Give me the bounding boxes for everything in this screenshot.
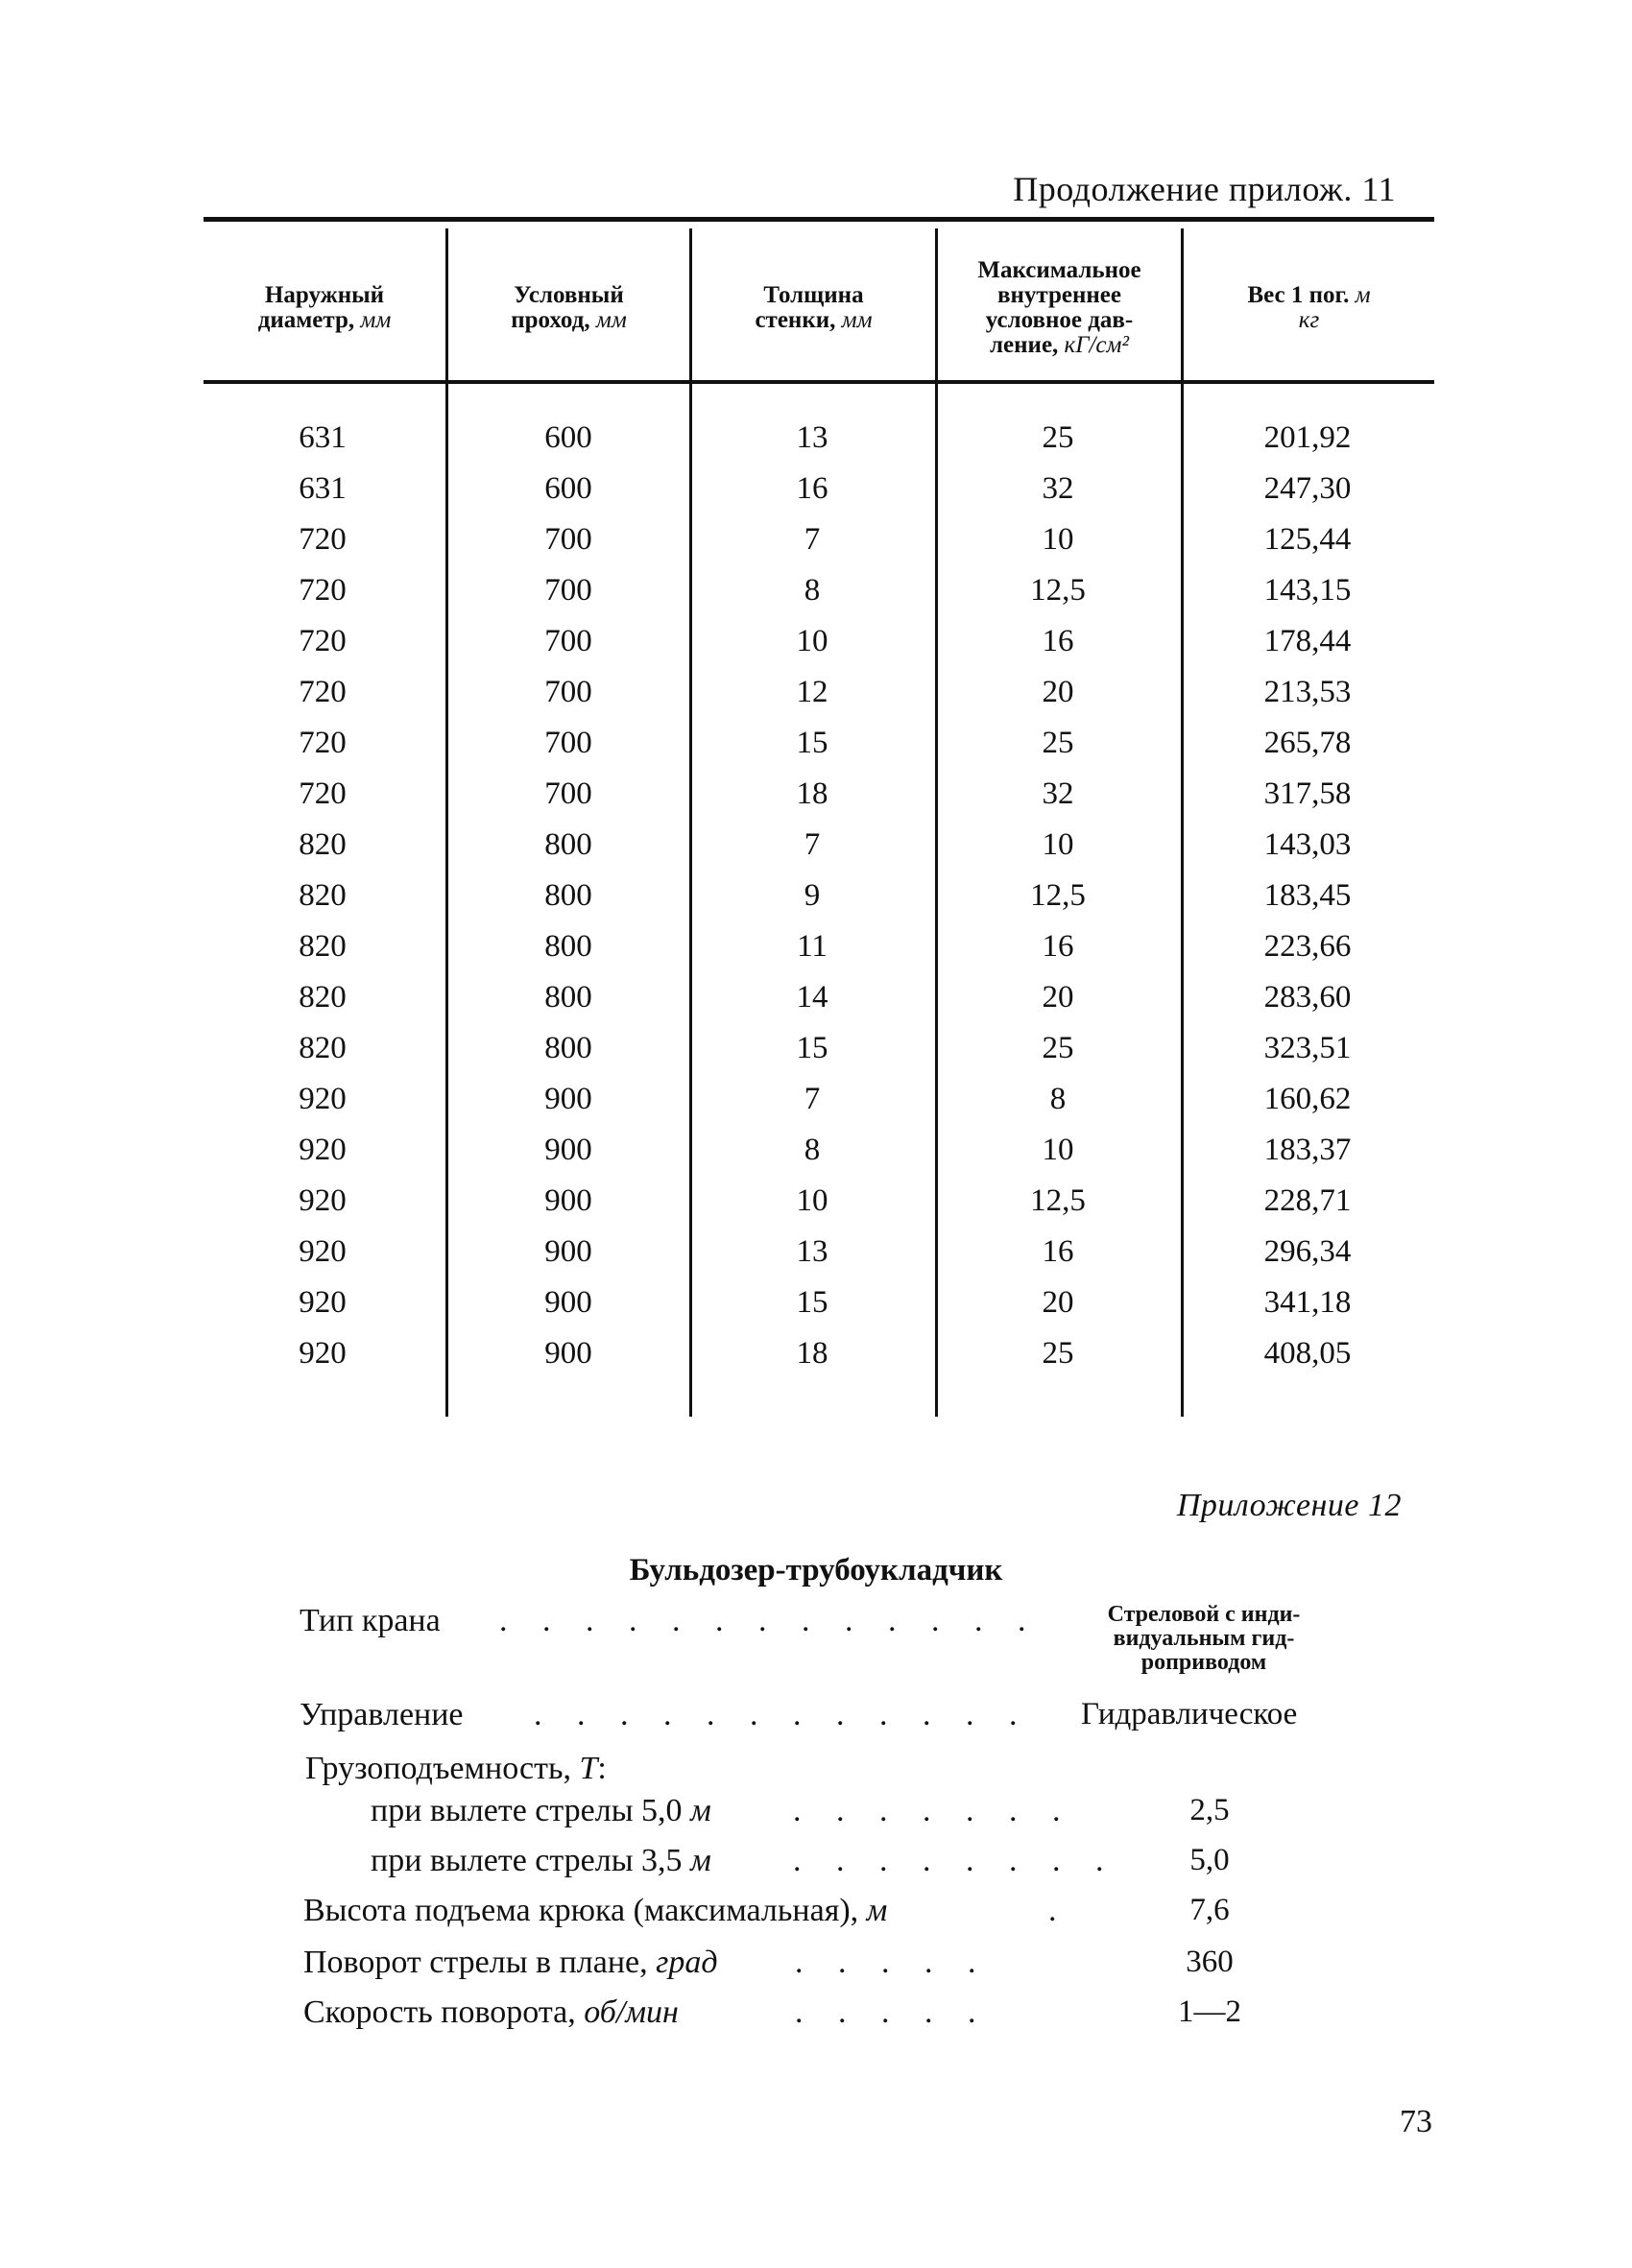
table-cell: 8 (804, 1133, 821, 1167)
dot-leader: . (1048, 1893, 1070, 1928)
dot-leader: . . . . . . . . . . . . . (499, 1603, 1040, 1638)
table-cell: 720 (299, 675, 347, 709)
table-cell: 143,03 (1263, 827, 1352, 862)
table-cell: 920 (299, 1133, 347, 1167)
table-cell: 700 (544, 624, 592, 658)
table-row (204, 980, 1434, 1031)
table-row (204, 1133, 1434, 1183)
table-cell: 16 (796, 471, 828, 506)
table-cell: 18 (796, 1336, 828, 1371)
header-outer-diameter: Наружный диаметр, мм (257, 282, 392, 333)
table-cell: 631 (299, 420, 347, 455)
table-cell: 920 (299, 1183, 347, 1218)
table-row (204, 522, 1434, 573)
table-cell: 25 (1042, 420, 1074, 455)
table-cell: 20 (1042, 980, 1074, 1015)
table-row (204, 675, 1434, 726)
table-cell: 143,15 (1263, 573, 1352, 608)
table-cell: 20 (1042, 675, 1074, 709)
table-cell: 15 (796, 1031, 828, 1065)
table-cell: 7 (804, 1082, 821, 1116)
table-cell: 160,62 (1263, 1082, 1352, 1116)
table-cell: 700 (544, 573, 592, 608)
spec-speed-value: 1—2 (1178, 1994, 1241, 2029)
page-number: 73 (1400, 2104, 1432, 2139)
table-row (204, 827, 1434, 878)
table-row (204, 929, 1434, 980)
table-cell: 920 (299, 1285, 347, 1320)
table-cell: 183,37 (1263, 1133, 1352, 1167)
table-cell: 25 (1042, 1336, 1074, 1371)
spec-hook-height-value: 7,6 (1189, 1893, 1230, 1927)
table-cell: 10 (1042, 522, 1074, 557)
dot-leader: . . . . . . . . (793, 1843, 1117, 1878)
table-cell: 600 (544, 420, 592, 455)
table-cell: 183,45 (1263, 878, 1352, 913)
table-cell: 7 (804, 827, 821, 862)
table-cell: 15 (796, 726, 828, 760)
table-cell: 720 (299, 726, 347, 760)
table-row (204, 878, 1434, 929)
table-cell: 820 (299, 878, 347, 913)
table-cell: 18 (796, 776, 828, 811)
table-cell: 820 (299, 929, 347, 964)
table-cell: 720 (299, 522, 347, 557)
table-row (204, 420, 1434, 471)
table-cell: 800 (544, 878, 592, 913)
spec-boom-5-value: 2,5 (1189, 1793, 1230, 1827)
table-cell: 16 (1042, 929, 1074, 964)
table-cell: 12,5 (1030, 1183, 1086, 1218)
table-cell: 8 (1049, 1082, 1067, 1116)
spec-hook-height-label: Высота подъема крюка (максимальная), м (303, 1893, 888, 1928)
table-cell: 296,34 (1263, 1234, 1352, 1269)
table-cell: 900 (544, 1183, 592, 1218)
table-cell: 12,5 (1030, 878, 1086, 913)
table-cell: 283,60 (1263, 980, 1352, 1015)
table-cell: 920 (299, 1082, 347, 1116)
table-cell: 323,51 (1263, 1031, 1352, 1065)
table-row (204, 1183, 1434, 1234)
table-cell: 9 (804, 878, 821, 913)
table-cell: 8 (804, 573, 821, 608)
table-cell: 178,44 (1263, 624, 1352, 658)
table-cell: 820 (299, 1031, 347, 1065)
table-cell: 700 (544, 726, 592, 760)
table-cell: 900 (544, 1285, 592, 1320)
table-cell: 12 (796, 675, 828, 709)
spec-rotation-label: Поворот стрелы в плане, град (303, 1945, 718, 1980)
table-row (204, 1336, 1434, 1387)
table-cell: 228,71 (1263, 1183, 1352, 1218)
table-cell: 201,92 (1263, 420, 1352, 455)
header-nominal-bore: Условный проход, мм (511, 282, 627, 333)
continuation-title: Продолжение прилож. 11 (1013, 170, 1396, 208)
table-cell: 10 (796, 1183, 828, 1218)
table-row (204, 1234, 1434, 1285)
table-cell: 247,30 (1263, 471, 1352, 506)
table-cell: 16 (1042, 624, 1074, 658)
table-cell: 12,5 (1030, 573, 1086, 608)
table-cell: 25 (1042, 726, 1074, 760)
table-cell: 32 (1042, 471, 1074, 506)
table-cell: 900 (544, 1234, 592, 1269)
table-cell: 408,05 (1263, 1336, 1352, 1371)
table-row (204, 726, 1434, 776)
header-weight-per-meter: Вес 1 пог. м кг (1247, 282, 1371, 333)
table-row (204, 1031, 1434, 1082)
table-cell: 10 (1042, 1133, 1074, 1167)
table-cell: 720 (299, 573, 347, 608)
table-cell: 900 (544, 1336, 592, 1371)
table-cell: 11 (797, 929, 828, 964)
header-max-pressure: Максимальное внутреннее условное дав- ление, кГ/см² (977, 257, 1141, 358)
table-cell: 700 (544, 675, 592, 709)
table-cell: 800 (544, 1031, 592, 1065)
table-row (204, 573, 1434, 624)
spec-rotation-value: 360 (1186, 1945, 1234, 1979)
table-cell: 720 (299, 624, 347, 658)
table-cell: 213,53 (1263, 675, 1352, 709)
table-cell: 13 (796, 1234, 828, 1269)
spec-control-value: Гидравлическое (1081, 1697, 1298, 1731)
table-cell: 800 (544, 929, 592, 964)
header-wall-thickness: Толщина стенки, мм (755, 282, 873, 333)
table-cell: 920 (299, 1336, 347, 1371)
table-cell: 720 (299, 776, 347, 811)
table-cell: 223,66 (1263, 929, 1352, 964)
spec-crane-type-value: Стреловой с инди- видуальным гид- роприводом (1107, 1602, 1301, 1675)
table-cell: 25 (1042, 1031, 1074, 1065)
spec-control-label: Управление (300, 1697, 464, 1732)
specs-title: Бульдозер-трубоукладчик (629, 1553, 1003, 1588)
dot-leader: . . . . . . . . . . . . (534, 1697, 1031, 1732)
spec-boom-35-value: 5,0 (1189, 1843, 1230, 1877)
table-cell: 820 (299, 980, 347, 1015)
table-cell: 920 (299, 1234, 347, 1269)
table-top-rule (204, 217, 1434, 222)
appendix-label: Приложение 12 (1176, 1488, 1402, 1523)
table-cell: 125,44 (1263, 522, 1352, 557)
table-row (204, 1082, 1434, 1133)
spec-crane-type-label: Тип крана (300, 1603, 441, 1638)
table-cell: 265,78 (1263, 726, 1352, 760)
dot-leader: . . . . . . . (793, 1793, 1074, 1828)
table-cell: 7 (804, 522, 821, 557)
table-cell: 14 (796, 980, 828, 1015)
table-cell: 900 (544, 1082, 592, 1116)
spec-boom-35-label: при вылете стрелы 3,5 м (371, 1843, 711, 1878)
table-row (204, 471, 1434, 522)
table-cell: 317,58 (1263, 776, 1352, 811)
table-row (204, 776, 1434, 827)
table-cell: 700 (544, 522, 592, 557)
spec-boom-5-label: при вылете стрелы 5,0 м (371, 1793, 711, 1828)
table-cell: 15 (796, 1285, 828, 1320)
table-cell: 800 (544, 980, 592, 1015)
table-cell: 13 (796, 420, 828, 455)
spec-speed-label: Скорость поворота, об/мин (303, 1994, 679, 2030)
table-cell: 800 (544, 827, 592, 862)
dot-leader: . . . . . (795, 1994, 990, 2030)
table-cell: 32 (1042, 776, 1074, 811)
table-cell: 10 (1042, 827, 1074, 862)
table-cell: 820 (299, 827, 347, 862)
table-cell: 20 (1042, 1285, 1074, 1320)
table-cell: 631 (299, 471, 347, 506)
table-cell: 700 (544, 776, 592, 811)
table-row (204, 1285, 1434, 1336)
dot-leader: . . . . . (795, 1945, 990, 1980)
table-cell: 10 (796, 624, 828, 658)
table-row (204, 624, 1434, 675)
table-cell: 600 (544, 471, 592, 506)
table-cell: 900 (544, 1133, 592, 1167)
table-header-rule (204, 380, 1434, 384)
table-cell: 341,18 (1263, 1285, 1352, 1320)
spec-capacity-label: Грузоподъемность, Т: (305, 1751, 607, 1786)
table-cell: 16 (1042, 1234, 1074, 1269)
